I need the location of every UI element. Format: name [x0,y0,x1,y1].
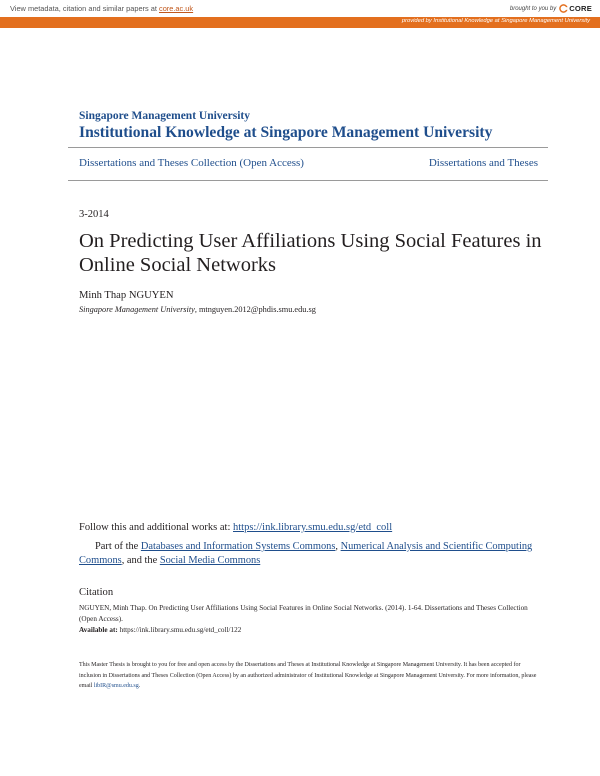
notice-end: . [138,683,141,690]
available-url[interactable]: https://ink.library.smu.edu.sg/etd_coll/122 [117,626,242,634]
publication-date: 3-2014 [79,209,109,220]
institution-header [79,110,492,142]
part-of-prefix: Part of the [95,541,141,552]
core-logo-icon [559,4,568,13]
core-brought-text: brought to you by [509,5,557,12]
collection-link-left[interactable]: Dissertations and Theses Collection (Open Access) [79,157,304,169]
notice-email-link[interactable]: libIR@smu.edu.sg [93,683,139,690]
citation-heading: Citation [79,587,114,598]
access-notice [79,660,541,692]
follow-link[interactable]: https://ink.library.smu.edu.sg/etd_coll [233,522,393,533]
paper-title: On Predicting User Affiliations Using Social Features in Online Social Networks [79,230,542,276]
core-logo-text: CORE [569,4,592,13]
core-logo[interactable] [559,4,592,13]
citation-available [79,626,241,634]
affiliation-institution: Singapore Management University [79,305,195,314]
core-provided-text[interactable]: provided by Institutional Knowledge at Singapore Management University [401,18,590,24]
core-view-label: View metadata, citation and similar papers at [10,4,157,13]
part-of-sep2: , and the [121,555,160,566]
institution-name[interactable]: Singapore Management University [79,110,251,122]
core-brought-by [510,4,592,13]
affiliation-email: , mtnguyen.2012@phdis.smu.edu.sg [194,305,316,314]
core-banner [0,0,600,28]
repository-name[interactable]: Institutional Knowledge at Singapore Management University [79,124,493,141]
core-link[interactable]: core.ac.uk [159,4,194,13]
core-banner-top [0,0,600,17]
author-name: Minh Thap NGUYEN [79,290,174,301]
commons-link-social-media[interactable]: Social Media Commons [159,555,261,566]
commons-link-databases[interactable]: Databases and Information Systems Commons [140,541,336,552]
core-view-text [10,4,193,13]
author-affiliation [79,305,316,314]
collection-link-right[interactable]: Dissertations and Theses [428,157,538,169]
commons-link-numerical[interactable]: Numerical Analysis and Scientific Computing Commons [79,541,533,566]
part-of-sep1: , [335,541,341,552]
follow-text: Follow this and additional works at: [79,522,233,533]
core-provided-bar [0,17,600,28]
available-label: Available at: [79,626,118,634]
citation-text: NGUYEN, Minh Thap. On Predicting User Affiliations Using Social Features in Online Social Networks. (2014). 1-64. Dissertations and Theses Collection (Open Access). [79,604,528,623]
divider-top [68,147,548,148]
part-of-paragraph [79,540,539,568]
divider-bottom [68,180,548,181]
notice-text: This Master Thesis is brought to you for free and open access by the Dissertations and Theses at Institutional Knowledge at Singapore Management University. It has been accepted for inclusion in Dissertations and Theses Collection (Open Access) by an authorized administrator of Institutional Knowledge at Singapore Management University. For more information, please email [79,662,537,690]
follow-line [79,522,392,533]
